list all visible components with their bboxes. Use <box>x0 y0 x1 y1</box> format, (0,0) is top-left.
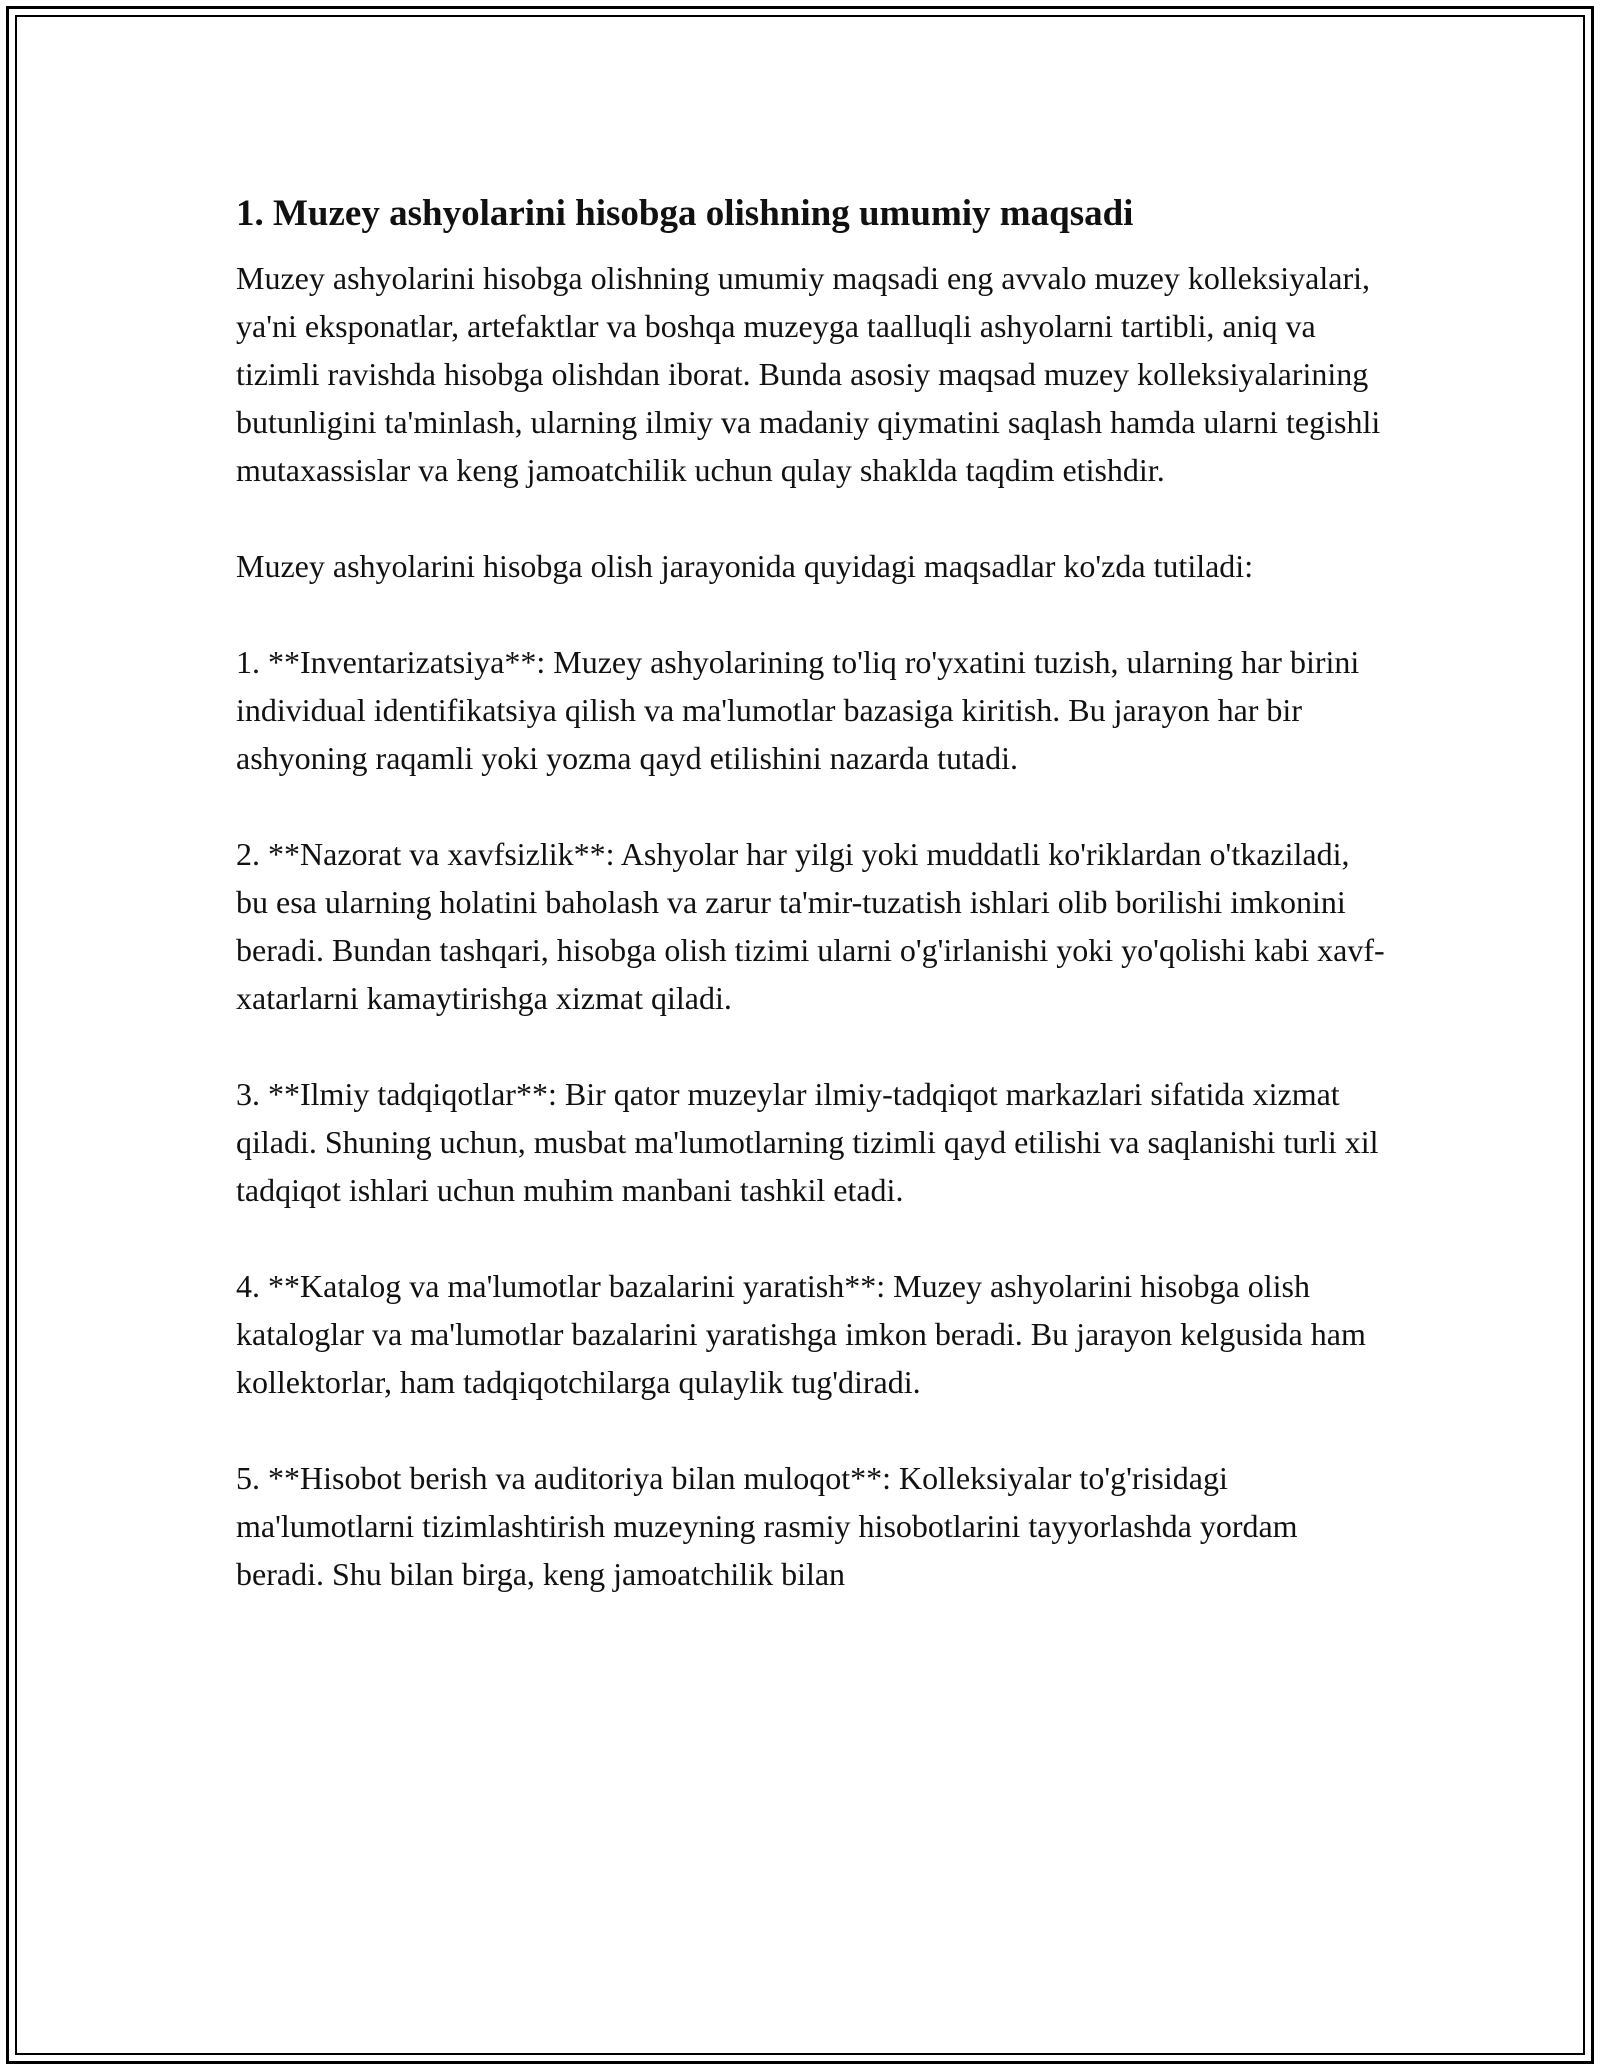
section-heading: 1. Muzey ashyolarini hisobga olishning umumiy maqsadi <box>236 193 1134 234</box>
paragraph-goals-lead: Muzey ashyolarini hisobga olish jarayonida quyidagi maqsadlar ko'zda tutiladi: <box>236 548 1254 584</box>
list-item-hisobot: 5. **Hisobot berish va auditoriya bilan muloqot**: Kolleksiyalar to'g'risidagi ma'lumotlarni tizimlashtirish muzeyning rasmiy hisobotlarini tayyorlashda yordam beradi. Shu bilan birga, keng jamoatchilik bilan <box>236 1460 1298 1592</box>
paragraph-intro: Muzey ashyolarini hisobga olishning umumiy maqsadi eng avvalo muzey kolleksiyalari, ya'ni eksponatlar, artefaktlar va boshqa muzeyga taalluqli ashyolarni tartibli, aniq va tizimli ravishda hisobga olishdan iborat. Bunda asosiy maqsad muzey kolleksiyalarining butunligini ta'minlash, ularning ilmiy va madaniy qiymatini saqlash hamda ularni tegishli mutaxassislar va keng jamoatchilik uchun qulay shaklda taqdim etishdir. <box>236 260 1381 488</box>
list-item-katalog: 4. **Katalog va ma'lumotlar bazalarini yaratish**: Muzey ashyolarini hisobga olish kataloglar va ma'lumotlar bazalarini yaratishga imkon beradi. Bu jarayon kelgusida ham kollektorlar, ham tadqiqotchilarga qulaylik tug'diradi. <box>236 1268 1366 1400</box>
list-item-ilmiy-tadqiqotlar: 3. **Ilmiy tadqiqotlar**: Bir qator muzeylar ilmiy-tadqiqot markazlari sifatida xizmat qiladi. Shuning uchun, musbat ma'lumotlarning tizimli qayd etilishi va saqlanishi turli xil tadqiqot ishlari uchun muhim manbani tashkil etadi. <box>236 1076 1379 1208</box>
list-item-nazorat: 2. **Nazorat va xavfsizlik**: Ashyolar har yilgi yoki muddatli ko'riklardan o'tkaziladi, bu esa ularning holatini baholash va zarur ta'mir-tuzatish ishlari olib borilishi imkonini beradi. Bundan tashqari, hisobga olish tizimi ularni o'g'irlanishi yoki yo'qolishi kabi xavf-xatarlarni kamaytirishga xizmat qiladi. <box>236 836 1385 1016</box>
list-item-inventarizatsiya: 1. **Inventarizatsiya**: Muzey ashyolarining to'liq ro'yxatini tuzish, ularning har birini individual identifikatsiya qilish va ma'lumotlar bazasiga kiritish. Bu jarayon har bir ashyoning raqamli yoki yozma qayd etilishini nazarda tutadi. <box>236 644 1360 776</box>
document-body <box>236 186 1386 1646</box>
